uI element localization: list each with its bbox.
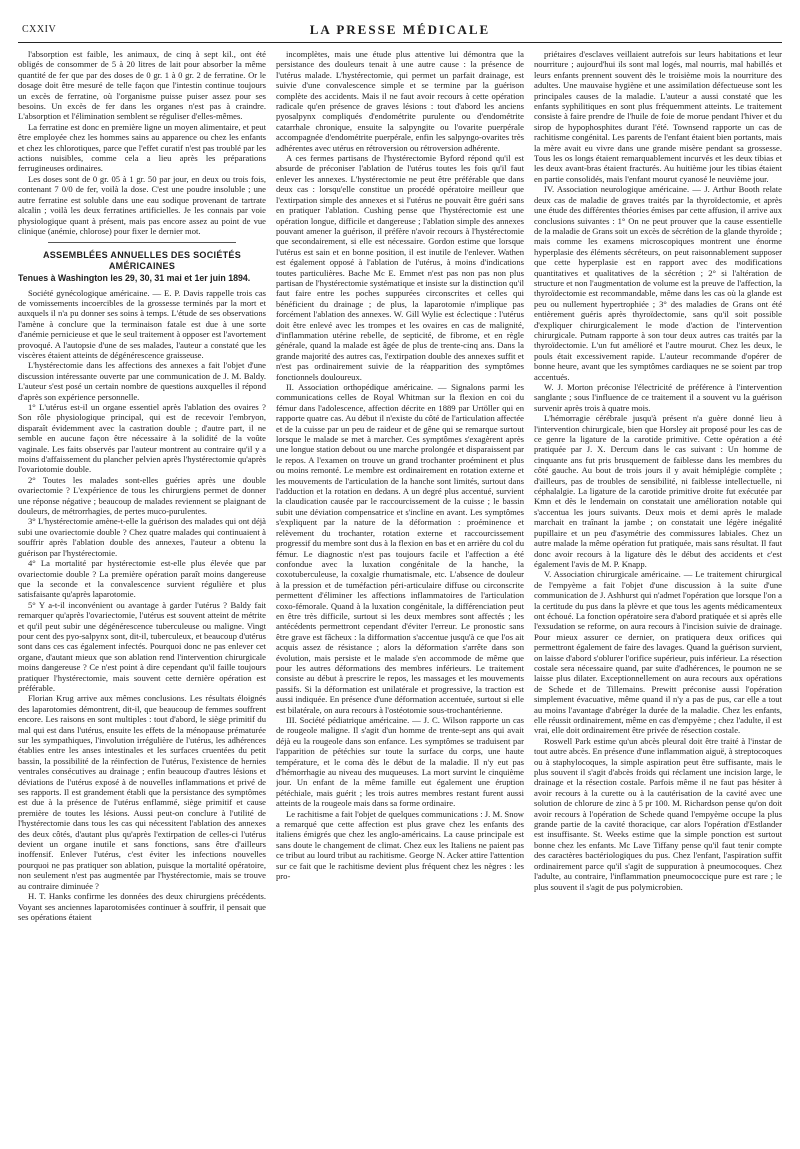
article-paragraph: L'hystérectomie dans les affections des annexes a fait l'objet d'une discussion intéressante ouverte par une communication de J. M. Baldy. L'auteur s'est posé un certain nombre de questions auxquelles il répond d'après son expérience personnelle. xyxy=(18,360,266,402)
article-paragraph: L'hémorragie cérébrale jusqu'à présent n'a guère donné lieu à l'intervention chirurgicale, bien que Horsley ait proposé pour les cas de ce genre la ligature de la carotide primitive. Cette opération a été pratiquée par J. X. Dercum dans le cas suivant : Un homme de cinquante ans fut pris brusquement de faiblesse dans les membres du côté gauche. Au bout de trois jours il y avait hémiplégie complète ; d'ailleurs, pas de troubles de sensibilité, ni faiblesse intellectuelle, ni céphalalgie. La ligature de la carotide primitive droite fut exécutée par Kmn et dès le lendemain on constatait une amélioration notable qui s'accentua les jours suivants. Deux mois et demi après le malade marchait en traînant la jambe ; on constatait une légère inégalité pupillaire et un peu d'asymétrie des commissures labiales. Chez un autre malade la même opération fut pratiquée, mais sans résultat. Il faut donc avoir recours à la ligature dès le début des accidents et c'est également l'avis de M. P. Knapp. xyxy=(534,413,782,569)
article-paragraph: 2° Toutes les malades sont-elles guéries après une double ovariectomie ? L'expérience de tous les chirurgiens permet de donner une réponse négative ; beaucoup de malades reviennent se plaignant de douleurs, de métrorrhagies, de pertes muco-purulentes. xyxy=(18,474,266,517)
article-paragraph: Le rachitisme a fait l'objet de quelques communications : J. M. Snow a remarqué que cette affection est plus grave chez les enfants des italiens émigrés que chez les anglo-américains. La cause principale est sans doute le changement de climat. Chez eux les Italiens ne paient pas ce tribut au lourd tribut au rachitisme. George N. Acker attire l'attention sur ce fait que le rachitisme devient plus fréquent chez les nègres : les pro- xyxy=(276,808,524,882)
article-paragraph: priétaires d'esclaves veillaient autrefois sur leurs habitations et leur nourriture ; aujourd'hui ils sont mal logés, mal nourris, mal habillés et leurs enfants prennent souvent dès le troisième mois la nourriture des adultes. Une mauvaise hygiène et une assimilation défectueuse sont les principales causes de la maladie. L'auteur a aussi constaté que les enfants syphilitiques en sont plus fréquemment atteints. Le traitement consiste à faire prendre de l'huile de foie de morue pendant l'hiver et du sirop de hypophosphites durant l'été. Townsend rapporte un cas de rachitisme congénital. Les parents de l'enfant étaient bien portants, mais la mère avait eu vivre dans une grande misère pendant sa grossesse. Tous les os longs étaient remarquablement incurvés et les deux tibias et les deux avant-bras étaient fracturés. Au huitième jour les tibias étaient en partie consolidés, mais l'enfant mourut cyanosé le neuvième jour. xyxy=(534,49,782,184)
article-paragraph: 4° La mortalité par hystérectomie est-elle plus élevée que par ovariectomie double ? La première opération paraît moins dangereuse que la seconde et la convalescence survient régulière et plus satisfaisante qu'après laparotomie. xyxy=(18,558,266,600)
column-middle xyxy=(276,49,524,1149)
column-left xyxy=(18,49,266,1149)
article-paragraph: incomplètes, mais une étude plus attentive lui démontra que la persistance des douleurs tenait à une autre cause : la présence de l'utérus malade. L'hystérectomie, qui permet un parfait drainage, est suivie d'une convalescence simple et se termine par la guérison complète des accidents. Mais il ne faut avoir recours à cette opération radicale qu'en présence de graves lésions : tout d'abord les anciens pyosalpynx compliqués d'endométrite purulente ou d'endométrite catarrhale chronique, ensuite la salpyngite ou l'ovarite puerpérale accompagnée d'endométrite puerpérale, enfin les salpyngo-ovarites très adhérentes avec utérus en rétroversion ou rétroversion adhérente. xyxy=(276,49,524,153)
section-divider xyxy=(48,242,236,243)
article-paragraph: V. Association chirurgicale américaine. — Le traitement chirurgical de l'empyème a fait l'objet d'une discussion à la suite d'une communication de J. Ashhurst qui n'admet l'opération que lorsque l'on a la certitude du pus dans la plèvre et que tous les agents médicamenteux ont échoué. La fonction opératoire sera d'abord pratiquée et si après elle l'exsudation se reforme, on aura recours à l'incision suivie de drainage. Pour mieux assurer ce dernier, on pratiquera deux orifices qui permettront également de faire des lavages. Quand la guérison survient, on laisse d'abord s'oblurer l'orifice supérieur, puis inférieur. La résection costale sera nécessaire quand, par suite d'adhérences, le poumon ne se laisse plus dilater. Exceptionnellement on aura recours aux opérations de Schede et de Tillemains. Prewitt préconise aussi l'opération simplement évacuative, même quand il n'y a pas de pus, car elle a tout au moins l'avantage d'abréger la durée de la maladie. Chez les enfants, elle réussit ordinairement, même en cas d'empyème ; chez l'adulte, il est vrai, elle doit ordinairement être privée de résection costale. xyxy=(534,569,782,736)
article-paragraph: 1° L'utérus est-il un organe essentiel après l'ablation des ovaires ? Son rôle physiologique principal, qui est de recevoir l'embryon, disparaît évidemment avec la castration double ; d'autre part, il ne semble en aucune façon être nécessaire à la solidité de la voûte vaginale. Les faits observés par l'auteur montrent au contraire qu'il y a moins d'affaissement du plancher pelvien après l'hystérectomie qu'après l'ovariotomie double. xyxy=(18,402,266,475)
journal-title: LA PRESSE MÉDICALE xyxy=(309,22,491,37)
page-number: CXXIV xyxy=(22,24,57,35)
article-paragraph: IV. Association neurologique américaine. — J. Arthur Booth relate deux cas de maladie de graves traités par la thyroïdectomie, et après une étude des différentes théories émises par cette affusion, il arrive aux conclusions suivantes : 1° On ne peut prouver que la cause essentielle de la maladie de Grans soit un excès de sécrétion de la glande thyroïde ; mais comme les examens microscopiques montrent une énorme hyperplasie des éléments sécréteurs, on peut raisonnablement supposer que cette hyperplasie est en rapport avec des modifications quantitatives et qualitatives de la sécrétion ; 2° si l'altération de structure et non l'augmentation de volume est la preuve de l'affection, la thyroïdectomie est recommandable, même dans les cas où la glande est peu ou nullement hypertrophiée ; 3° des maladies de Grans ont été entièrement guéris après thyroïdectomie, sans qu'il soit possible d'expliquer chirurgicalement le mode d'action de l'intervention chirurgicale. Putnam rapporte à son tour deux autres cas traités par la thyroïdectomie. L'un fut amélioré et l'autre mourut. Chez les deux, le pouls était excessivement rapide. L'auteur recommande d'opérer de bonne heure, avant que les symptômes cardiaques ne se soient par trop accentués. xyxy=(534,184,782,382)
article-paragraph: 5° Y a-t-il inconvénient ou avantage à garder l'utérus ? Baldy fait remarquer qu'après l'ovariectomie, l'utérus est souvent atteint de métrite et qu'il peut subir une dégénérescence tuberculeuse ou maligne. Vingt pour cent des pyo-salpynx sont, dit-il, tuberculeux, et beaucoup d'utérus sont dans ces cas également infectés. Pourquoi donc ne pas enlever cet organe, d'autant mieux que son ablation rend l'intervention chirurgicale moins dangereuse ? Ce n'est point à dire cependant qu'il faille toujours pratiquer l'hystérectomie, mais souvent cette dernière opération est préférable. xyxy=(18,599,266,693)
article-paragraph: Les doses sont de 0 gr. 05 à 1 gr. 50 par jour, en deux ou trois fois, contenant 7 0/0 de fer, voilà la dose. C'est une poudre insoluble ; une autre ferratine est soluble dans une eau sodique provenant de tartrate alcalin ; voilà les deux ferratines artificielles. Je les connais par voie physiologique quant à présent, mais pas encore assez au point de vue clinique (anémie, chlorose) pour fixer le dernier mot. xyxy=(18,173,266,236)
article-paragraph: A ces fermes partisans de l'hystérectomie Byford répond qu'il est absurde de préconiser l'ablation de l'utérus toutes les fois qu'il faut enlever les annexes. L'hystérectomie ne peut être préférable que dans deux cas : lorsqu'elle constitue un procédé opératoire meilleur que l'extirpation simple des annexes et si l'utérus ne pouvait être guéri sans en pratiquer l'ablation. Cushing pense que l'hystérectomie est une opération longue, difficile et dangereuse ; l'ablation simple des annexes pouvant amener la guérison, il préfère n'avoir recours à l'hystérectomie que secondairement, si elle est nécessaire. Gordon estime que lorsque l'utérus est sain et en bonne position, il est inutile de l'enlever. Wathen est également opposé à l'ablation de l'utérus, à moins d'indications toutes particulières. Bache Mc E. Emmet n'est pas non pas non plus partisan de l'hystérectomie systématique et insiste sur la distinction qu'il faut faire entre les poches suppurées circonscrites et celles qui bénéficient du drainage ; de plus, la laparotomie n'implique pas forcément l'ablation des annexes. W. Gill Wylie est éclectique : l'utérus doit être enlevé avec les trompes et les ovaires en cas de malignité, d'inflammation utérine rebelle, de septicité, de fibrome, et en règle générale, quand la malade est âgée de plus de trente-cinq ans. Dans la grande majorité des autres cas, l'extirpation double des annexes suffit et n'est pas ordinairement suivie de la réapparition des symptômes fonctionnels douloureux. xyxy=(276,153,524,382)
article-paragraph: Société gynécologique américaine. — E. P. Davis rappelle trois cas de vomissements incoercibles de la grossesse terminés par la mort et auxquels il n'a pu donner ses soins à temps. L'étude de ses observations l'amène à conclure que la terminaison fatale est due à une sorte d'anémie pernicieuse et que le seul traitement à opposer est l'avortement provoqué. A l'autopsie d'une de ses malades, l'auteur a constaté que les viscères étaient atteints de dégénérescence graisseuse. xyxy=(18,287,266,360)
section-subtitle: Tenues à Washington les 29, 30, 31 mai et 1er juin 1894. xyxy=(18,273,251,284)
article-columns xyxy=(18,49,782,1149)
article-paragraph: III. Société pédiatrique américaine. — J. C. Wilson rapporte un cas de rougeole maligne. Il s'agit d'un homme de trente-sept ans qui avait déjà eu la rougeole dans son enfance. Les symptômes se traduisent par l'apparition de pétéchies sur toute la surface du corps, une haute température, et le coma dès le début de la maladie. Il n'y eut pas d'hémorrhagie au niveau des muqueuses. La mort survint le cinquième jour. Un enfant de la même famille eut également une éruption pétéchiale, mais guérit ; les trois autres membres restant furent aussi atteints de la rougeole mais dans sa forme ordinaire. xyxy=(276,715,524,809)
article-paragraph: 3° L'hystérectomie amène-t-elle la guérison des malades qui ont déjà subi une ovariectomie double ? Chez quatre malades qui continuaient à souffrir après l'ablation double des annexes, l'auteur a obtenu la guérison par l'hystérectomie. xyxy=(18,516,266,558)
section-title: ASSEMBLÉES ANNUELLES DES SOCIÉTÉS AMÉRICAINES xyxy=(42,250,242,271)
article-paragraph: Roswell Park estime qu'un abcès pleural doit être traité à l'instar de tout autre abcès. En présence d'une inflammation aiguë, à streptocoques ou à staphylocoques, la simple aspiration peut être suffisante, mais le plus souvent il s'agit d'abcès froids qui réclament une incision large, le drainage et la résection costale. Parfois même il ne faut pas hésiter à avoir recours à la curette ou à la cautérisation de la cavité avec une solution de chlorure de zinc à 5 pr 100. M. Richardson pense qu'on doit avoir recours à l'opération de Schede quand l'empyème occupe la plus grande partie de la cavité thoracique, car alors l'opération d'Estlander est insuffisante. St. Weeks estime que la simple ponction est surtout bonne chez les enfants. Mc Lave Tiffany pense qu'il faut tenir compte des caractères bactériologiques du pus. Chez l'enfant, l'aspiration suffit ordinairement parce qu'il s'agit de suppuration à pneumocoques. Chez l'adulte, au contraire, l'inflammation pneumococcique pure est rare ; le plus souvent il s'agit de pus polymicrobien. xyxy=(534,735,782,892)
article-paragraph: Florian Krug arrive aux mêmes conclusions. Les résultats éloignés des laparotomies démontrent, dit-il, que beaucoup de femmes souffrent encore. Les raisons en sont multiples : tout d'abord, le siège primitif du mal qui est dans l'utérus, ensuite les effets de la ménopause prématurée sur les sympathiques, l'involution irrégulière de l'utérus, les adhérences établies entre les anses intestinales et les surfaces cruentées du petit bassin, la possibilité de la réinfection de l'utérus, l'existence de hernies ventrales consécutives au drainage ; enfin beaucoup d'autres lésions et déviations de l'utérus exposé à de nouvelles inflammations et privé de ses rapports. Il est grandement établi que la persistance des symptômes est due à la présence de l'utérus enflammé, siège primitif et cause première de toutes les lésions. Aussi peut-on conclure à l'utilité de l'hystérectomie dans tous les cas qui nécessitent l'ablation des annexes des deux côtés, d'autant plus qu'après l'extirpation de celles-ci l'utérus devient un organe inutile et sans fonctions, sans être d'ailleurs inoffensif. Enlever l'utérus, c'est éviter les infections nouvelles pourquoi ne pas pratiquer son ablation, puisque la mortalité opératoire, non seulement n'est pas augmentée par l'hystérectomie, mais se trouve au contraire diminuée ? xyxy=(18,693,266,891)
article-paragraph: La ferratine est donc en première ligne un moyen alimentaire, et peut être employée chez les hommes sains au apparence ou chez les enfants et chez les chlorotiques, parce que l'effet curatif n'est pas troublé par les actions nuisibles, comme cela a lieu après les préparations ferrugineuses ordinaires. xyxy=(18,121,266,174)
article-paragraph: H. T. Hanks confirme les données des deux chirurgiens précédents. Voyant ses anciennes laparotomisées continuer à souffrir, il pensait que ses opérations étaient xyxy=(18,891,266,922)
article-paragraph: II. Association orthopédique américaine. — Signalons parmi les communications celles de Royal Whitman sur la flexion en coi du fémur dans l'adolescence, affection décrite en 1889 par Urtöller qui en rapporte quatre cas. Au début il n'existe du côté de l'articulation affectée et de la cuisse par un peu de raideur et de gêne qui se remarque surtout lorsque le malade se met à marcher. Ces symptômes s'exagèrent après une longue station debout ou une marche prolongée et disparaissent par le repos. A l'examen on trouve un grand trochanter proéminent et plus ou moins remonté. Le membre est ordinairement en rotation externe et les mouvements de l'articulation de la hanche sont limités, surtout dans l'adduction et la rotation en dedans. A un degré plus accentué, survient la claudication causée par le raccourcissement de la cuisse ; le bassin subit une déviation compensatrice et s'incline en avant. Les symptômes s'expliquent par la nature de la déformation : proéminence et relèvement du trochanter, rotation externe et raccourcissement progressif du membre sont dus à la flexion en bas et en arrière du col du fémur. Le diagnostic n'est pas toujours facile et l'affection a été confondue avec la luxation congénitale de la hanche, la coxotuberculeuse, la coxalgie rhumatismale, etc. L'absence de douleur à la pression et de tuméfaction péri-articulaire diffuse ou circonscrite permettent d'éliminer les affections inflammatoires de l'articulation coxo-fémorale. Quand à la luxation congénitale, la différenciation peut en être très difficile, surtout si les deux membres sont affectés ; les antécédents permettront cependant d'éviter l'erreur. Le pronostic sans être grave est fâcheux : la difformation s'accentue jusqu'à ce que l'os ait acquis assez de résistance ; alors la déformation s'arrête dans son évolution, mais persiste et le malade s'en accommode de même que pour les autres déformations des membres inférieurs. Le traitement consiste au début à prescrire le repos, les massages et les mouvements passifs. Si la déformation est unilatérale et progressive, la traction est aussi indiquée. En présence d'une déformation accentuée, surtout si elle est bilatérale, on aura recours à l'ostéotomie sous-trochantérienne. xyxy=(276,382,524,715)
column-right xyxy=(534,49,782,1149)
page-header xyxy=(18,22,782,43)
article-paragraph: W. J. Morton préconise l'électricité de préférence à l'intervention sanglante ; sous l'influence de ce traitement il a souvent vu la guérison survenir après trois à quatre mois. xyxy=(534,382,782,413)
article-paragraph: l'absorption est faible, les animaux, de cinq à sept kil., ont été obligés de consommer de 5 à 20 litres de lait pour absorber la même quantité de fer que par des doses de 0 gr. 1 à 0 gr. 2 de ferratine. Or le dosage doit être mesuré de telle façon que l'intestin continue toujours un excès de ferratine, où l'organisme puisse puiser assez pour ses besoins. Un excès de fer dans les organes n'est pas à craindre. L'absorption et l'élimination semblent se réguliser d'elles-mêmes. xyxy=(18,49,266,122)
